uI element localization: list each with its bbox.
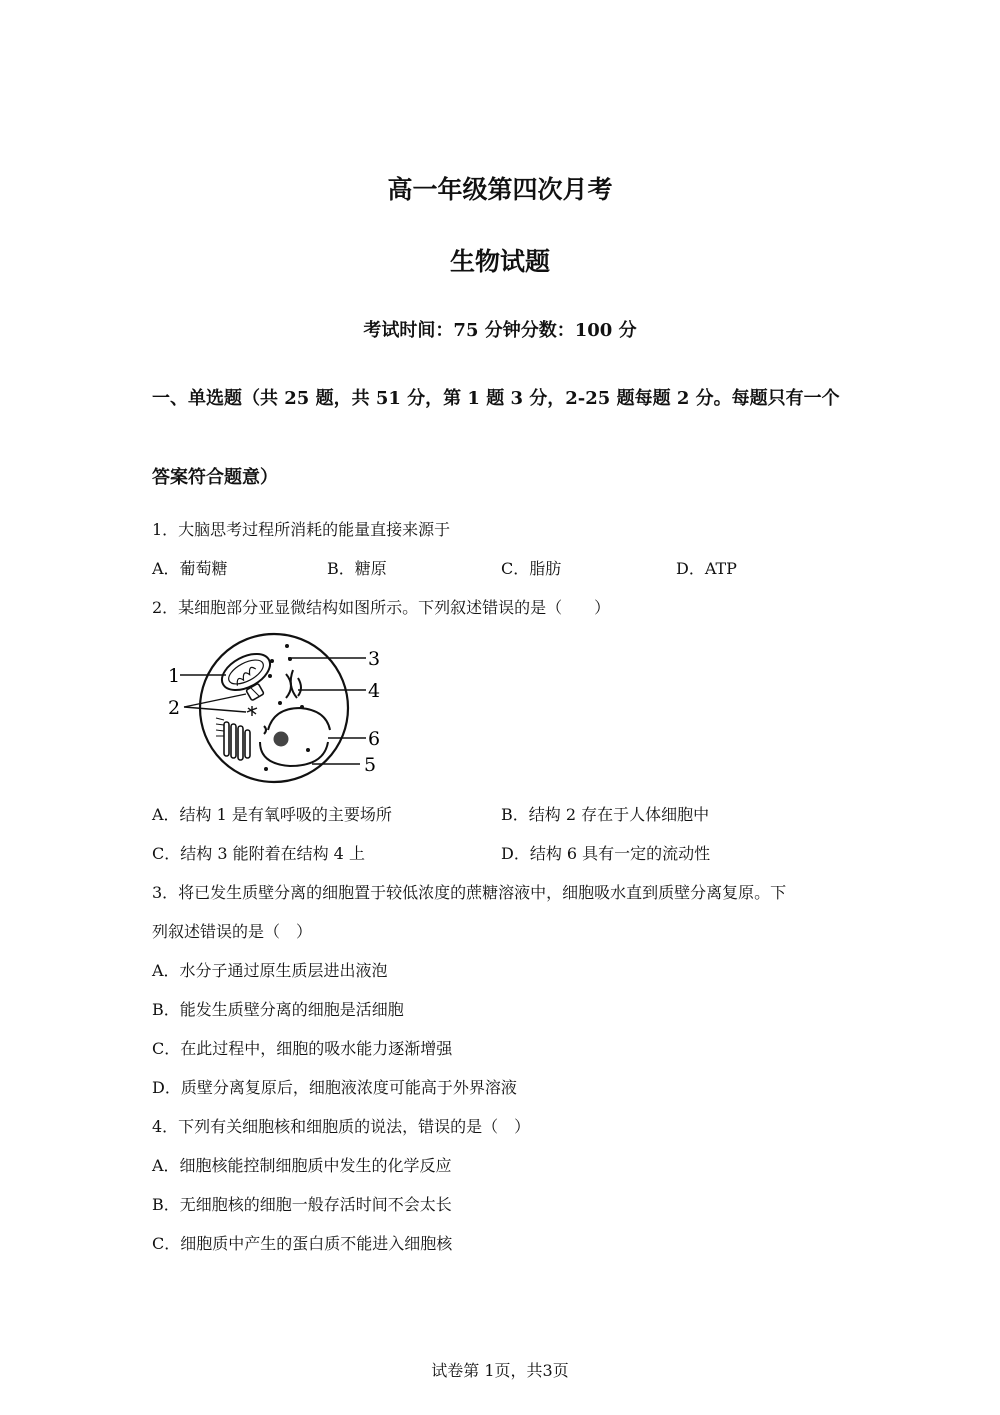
er-stack-shape xyxy=(216,718,250,760)
question-3-stem-line-2: 列叙述错误的是（ ） xyxy=(152,922,313,941)
question-3-stem-line-1: 3．将已发生质壁分离的细胞置于较低浓度的蔗糖溶液中，细胞吸水直到质壁分离复原。下 xyxy=(152,883,787,902)
nucleus-shape xyxy=(260,708,330,766)
question-2-option-a: A．结构 1 是有氧呼吸的主要场所 xyxy=(152,805,392,824)
question-3-option-b: B．能发生质壁分离的细胞是活细胞 xyxy=(152,1000,404,1019)
section-heading-line-2: 答案符合题意） xyxy=(152,467,278,488)
question-3-option-d: D．质壁分离复原后，细胞液浓度可能高于外界溶液 xyxy=(152,1078,517,1097)
figure-label-5: 5 xyxy=(364,754,377,776)
section-heading-line-1: 一、单选题（共 25 题，共 51 分，第 1 题 3 分，2-25 题每题 2 分。每题只有一个 xyxy=(152,388,840,409)
page-footer: 试卷第 1页，共3页 xyxy=(431,1361,569,1380)
centrosome-shape xyxy=(246,683,264,716)
question-1-option-a: A．葡萄糖 xyxy=(152,559,228,578)
exam-title: 高一年级第四次月考 xyxy=(387,175,613,204)
question-4-stem: 4．下列有关细胞核和细胞质的说法，错误的是（ ） xyxy=(152,1117,531,1136)
question-2-option-c: C．结构 3 能附着在结构 4 上 xyxy=(152,844,365,863)
question-1-stem: 1．大脑思考过程所消耗的能量直接来源于 xyxy=(152,520,451,539)
question-3-option-c: C．在此过程中，细胞的吸水能力逐渐增强 xyxy=(152,1039,453,1058)
question-2-option-d: D．结构 6 具有一定的流动性 xyxy=(501,844,711,863)
golgi-shape xyxy=(286,670,301,698)
figure-label-3: 3 xyxy=(368,648,381,670)
question-4-option-a: A．细胞核能控制细胞质中发生的化学反应 xyxy=(152,1156,452,1175)
figure-label-4: 4 xyxy=(368,680,381,702)
question-2-stem: 2．某细胞部分亚显微结构如图所示。下列叙述错误的是（ ） xyxy=(152,598,611,617)
cell-structure-figure xyxy=(160,630,400,790)
question-1-option-c: C．脂肪 xyxy=(501,559,562,578)
question-2-option-b: B．结构 2 存在于人体细胞中 xyxy=(501,805,710,824)
question-1-option-b: B．糖原 xyxy=(327,559,387,578)
question-1-option-d: D．ATP xyxy=(676,559,737,578)
figure-label-2: 2 xyxy=(168,697,181,719)
figure-label-6: 6 xyxy=(368,728,381,750)
exam-subject: 生物试题 xyxy=(449,247,550,276)
figure-label-1: 1 xyxy=(168,665,181,687)
question-4-option-c: C．细胞质中产生的蛋白质不能进入细胞核 xyxy=(152,1234,453,1253)
question-4-option-b: B．无细胞核的细胞一般存活时间不会太长 xyxy=(152,1195,452,1214)
question-3-option-a: A．水分子通过原生质层进出液泡 xyxy=(152,961,388,980)
exam-info: 考试时间：75 分钟分数：100 分 xyxy=(363,320,637,341)
